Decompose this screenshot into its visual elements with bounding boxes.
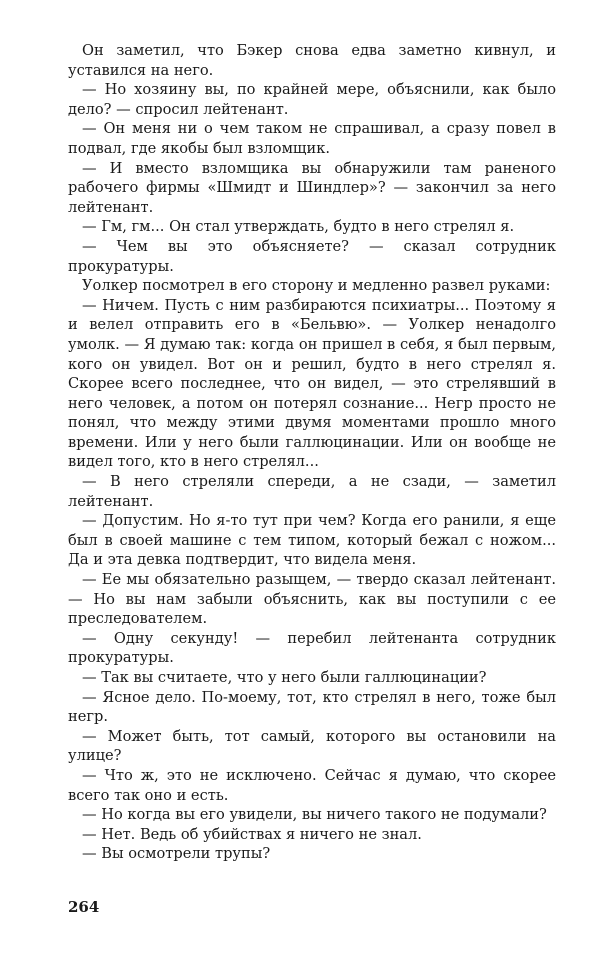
paragraph: — Ничем. Пусть с ним разбираются психиатры... Поэтому я и велел отправить его в «Бельвю». — Уолкер ненадолго умолк. — Я думаю так: когда он пришел в себя, я был первым, кого он увидел. Вот он и решил, будто в него стрелял я. Скорее всего последнее, что он видел, — это стрелявший в него человек, а потом он потерял сознание... Негр просто не понял, что между этими двумя моментами прошло много времени. Или у него были галлюцинации. Или он вообще не видел того, кто в него стрелял... (68, 296, 556, 471)
paragraph: — Он меня ни о чем таком не спрашивал, а сразу повел в подвал, где якобы был взломщик. (68, 120, 556, 157)
paragraph: — Гм, гм... Он стал утверждать, будто в него стрелял я. (82, 218, 515, 236)
paragraph: — Чем вы это объясняете? — сказал сотрудник прокуратуры. (68, 237, 556, 275)
paragraph: — Что ж, это не исключено. Сейчас я думаю, что скорее всего так оно и есть. (68, 766, 556, 804)
paragraph: — Ее мы обязательно разыщем, — твердо сказал лейтенант. — Но вы нам забыли объяснить, как вы поступили с ее преследователем. (68, 571, 556, 628)
paragraph: — Но хозяину вы, по крайней мере, объяснили, как было дело? — спросил лейтенант. (68, 81, 556, 118)
paragraph: — Одну секунду! — перебил лейтенанта сотрудник прокуратуры. (68, 629, 556, 667)
paragraph: — Но когда вы его увидели, вы ничего такого не подумали? (82, 806, 547, 824)
paragraph: — И вместо взломщика вы обнаружили там раненого рабочего фирмы «Шмидт и Шиндлер»? — закончил за него лейтенант. (68, 159, 556, 216)
paragraph: — Может быть, тот самый, которого вы остановили на улице? (68, 727, 556, 765)
paragraph: — В него стреляли спереди, а не сзади, — заметил лейтенант. (68, 473, 556, 510)
paragraph: — Ясное дело. По-моему, тот, кто стрелял в него, тоже был негр. (68, 688, 556, 726)
page-number: 264 (68, 898, 100, 916)
paragraph: — Так вы считаете, что у него были галлюцинации? (82, 669, 487, 686)
page-body-text (68, 41, 556, 864)
paragraph: — Допустим. Но я-то тут при чем? Когда его ранили, я еще был в своей машине с тем типом, который бежал с ножом... Да и эта девка подтвердит, что видела меня. (68, 512, 556, 569)
paragraph: — Вы осмотрели трупы? (82, 845, 271, 863)
paragraph: — Нет. Ведь об убийствах я ничего не знал. (82, 825, 422, 843)
paragraph: Уолкер посмотрел в его сторону и медленно развел руками: (82, 277, 551, 295)
paragraph: Он заметил, что Бэкер снова едва заметно кивнул, и уставился на него. (68, 42, 556, 79)
